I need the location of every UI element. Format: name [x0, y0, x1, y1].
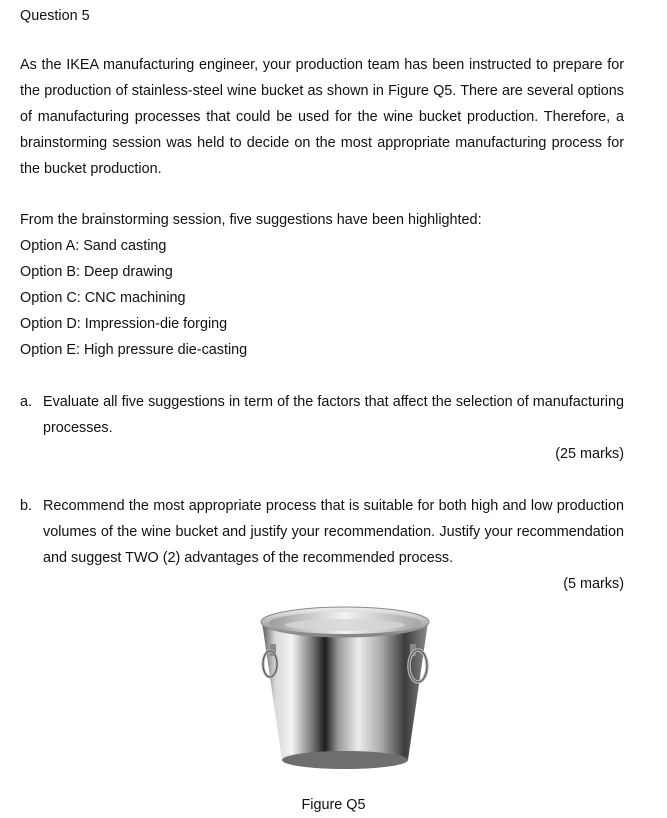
part-a-marks: (25 marks)	[555, 446, 624, 462]
part-b	[20, 493, 624, 571]
part-b-letter: b.	[20, 498, 33, 514]
wine-bucket-figure	[250, 600, 440, 780]
part-b-marks: (5 marks)	[563, 576, 624, 592]
part-a-text: Evaluate all five suggestions in term of the factors that affect the selection of manufacturing processes.	[43, 394, 624, 436]
option-a: Option A: Sand casting	[20, 238, 167, 254]
wine-bucket-image	[250, 600, 440, 780]
question-title: Question 5	[20, 8, 90, 24]
part-b-text: Recommend the most appropriate process that is suitable for both high and low production volumes of the wine bucket and justify your recommendation. Justify your recommendation and suggest TWO (2) advantages of the recommended process.	[43, 498, 624, 566]
suggestions-intro: From the brainstorming session, five suggestions have been highlighted:	[20, 212, 482, 228]
figure-caption: Figure Q5	[301, 797, 366, 813]
option-d: Option D: Impression-die forging	[20, 316, 228, 332]
bucket-base-shape	[282, 751, 408, 769]
part-a	[20, 389, 624, 441]
option-c: Option C: CNC machining	[20, 290, 186, 306]
bucket-body-shape	[262, 622, 428, 768]
option-b: Option B: Deep drawing	[20, 264, 173, 280]
options-list	[20, 233, 247, 363]
option-e: Option E: High pressure die-casting	[20, 342, 248, 358]
intro-paragraph: As the IKEA manufacturing engineer, your production team has been instructed to prepare for the production of stainless-steel wine bucket as shown in Figure Q5. There are several options of manufacturing processes that could be used for the wine bucket production. Therefore, a brainstorming session was held to decide on the most appropriate manufacturing process for the bucket production.	[20, 57, 624, 177]
part-a-letter: a.	[20, 394, 33, 410]
